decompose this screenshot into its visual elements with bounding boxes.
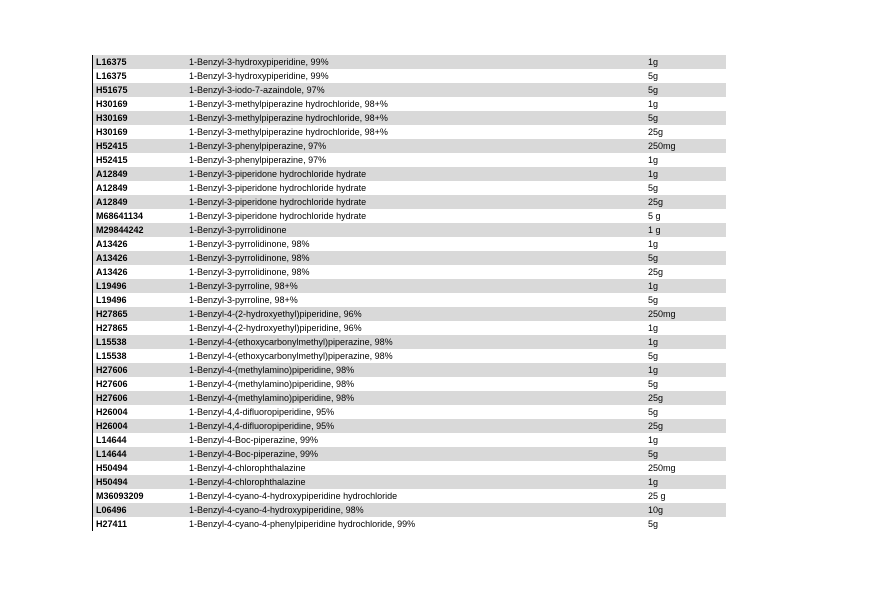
product-name-cell: 1-Benzyl-3-phenylpiperazine, 97% xyxy=(189,141,327,151)
table-row xyxy=(93,83,726,97)
quantity-cell: 1g xyxy=(648,365,659,375)
quantity-cell: 10g xyxy=(648,505,664,515)
table-row xyxy=(93,167,726,181)
quantity-cell: 5g xyxy=(648,71,659,81)
quantity-cell: 5g xyxy=(648,113,659,123)
table-row xyxy=(93,405,726,419)
table-row xyxy=(93,489,726,503)
catalog-code-cell: L14644 xyxy=(96,449,127,459)
product-name-cell: 1-Benzyl-4-cyano-4-phenylpiperidine hydrochloride, 99% xyxy=(189,519,416,529)
catalog-code-cell: H50494 xyxy=(96,477,128,487)
product-name-cell: 1-Benzyl-3-pyrrolidinone, 98% xyxy=(189,239,310,249)
table-row xyxy=(93,377,726,391)
quantity-cell: 5g xyxy=(648,379,659,389)
catalog-code-cell: A13426 xyxy=(96,239,128,249)
catalog-code-cell: L16375 xyxy=(96,71,127,81)
product-name-cell: 1-Benzyl-3-piperidone hydrochloride hydrate xyxy=(189,169,367,179)
product-name-cell: 1-Benzyl-4-chlorophthalazine xyxy=(189,477,306,487)
quantity-cell: 1g xyxy=(648,155,659,165)
product-name-cell: 1-Benzyl-3-pyrroline, 98+% xyxy=(189,295,298,305)
catalog-code-cell: H27606 xyxy=(96,379,128,389)
catalog-code-cell: A13426 xyxy=(96,253,128,263)
product-table xyxy=(92,55,726,531)
product-name-cell: 1-Benzyl-4-(2-hydroxyethyl)piperidine, 96% xyxy=(189,323,362,333)
quantity-cell: 5 g xyxy=(648,211,661,221)
catalog-code-cell: L15538 xyxy=(96,351,127,361)
quantity-cell: 25g xyxy=(648,393,664,403)
catalog-code-cell: H50494 xyxy=(96,463,128,473)
product-name-cell: 1-Benzyl-3-methylpiperazine hydrochloride, 98+% xyxy=(189,113,388,123)
catalog-code-cell: H27411 xyxy=(96,519,128,529)
table-row xyxy=(93,237,726,251)
catalog-code-cell: M68641134 xyxy=(96,211,144,221)
table-row xyxy=(93,139,726,153)
product-name-cell: 1-Benzyl-4,4-difluoropiperidine, 95% xyxy=(189,407,335,417)
product-name-cell: 1-Benzyl-4-(methylamino)piperidine, 98% xyxy=(189,379,355,389)
table-row xyxy=(93,433,726,447)
product-name-cell: 1-Benzyl-4-chlorophthalazine xyxy=(189,463,306,473)
table-row xyxy=(93,265,726,279)
table-row xyxy=(93,363,726,377)
catalog-code-cell: A12849 xyxy=(96,197,128,207)
catalog-code-cell: L19496 xyxy=(96,281,127,291)
product-name-cell: 1-Benzyl-4-Boc-piperazine, 99% xyxy=(189,435,319,445)
table-row xyxy=(93,503,726,517)
product-name-cell: 1-Benzyl-4-Boc-piperazine, 99% xyxy=(189,449,319,459)
table-row xyxy=(93,349,726,363)
quantity-cell: 25g xyxy=(648,197,664,207)
quantity-cell: 5g xyxy=(648,449,659,459)
quantity-cell: 25 g xyxy=(648,491,666,501)
quantity-cell: 1g xyxy=(648,281,659,291)
catalog-code-cell: A13426 xyxy=(96,267,128,277)
table-row xyxy=(93,223,726,237)
catalog-code-cell: A12849 xyxy=(96,169,128,179)
product-name-cell: 1-Benzyl-3-pyrrolidinone, 98% xyxy=(189,253,310,263)
product-name-cell: 1-Benzyl-4-cyano-4-hydroxypiperidine, 98% xyxy=(189,505,364,515)
catalog-code-cell: H51675 xyxy=(96,85,128,95)
table-row xyxy=(93,97,726,111)
quantity-cell: 1g xyxy=(648,477,659,487)
quantity-cell: 1g xyxy=(648,169,659,179)
product-name-cell: 1-Benzyl-3-hydroxypiperidine, 99% xyxy=(189,71,329,81)
quantity-cell: 1g xyxy=(648,323,659,333)
table-row xyxy=(93,335,726,349)
product-name-cell: 1-Benzyl-4,4-difluoropiperidine, 95% xyxy=(189,421,335,431)
table-row xyxy=(93,517,726,531)
product-name-cell: 1-Benzyl-3-piperidone hydrochloride hydrate xyxy=(189,211,367,221)
product-name-cell: 1-Benzyl-3-methylpiperazine hydrochloride, 98+% xyxy=(189,99,388,109)
catalog-code-cell: L16375 xyxy=(96,57,127,67)
table-row xyxy=(93,279,726,293)
catalog-code-cell: H27865 xyxy=(96,309,128,319)
quantity-cell: 1g xyxy=(648,435,659,445)
product-name-cell: 1-Benzyl-3-pyrrolidinone, 98% xyxy=(189,267,310,277)
table-row xyxy=(93,461,726,475)
catalog-code-cell: M36093209 xyxy=(96,491,144,501)
product-name-cell: 1-Benzyl-4-(methylamino)piperidine, 98% xyxy=(189,393,355,403)
catalog-code-cell: H27606 xyxy=(96,393,128,403)
quantity-cell: 5g xyxy=(648,85,659,95)
quantity-cell: 1g xyxy=(648,337,659,347)
table-row xyxy=(93,321,726,335)
table-row xyxy=(93,55,726,69)
quantity-cell: 5g xyxy=(648,351,659,361)
quantity-cell: 5g xyxy=(648,183,659,193)
quantity-cell: 5g xyxy=(648,295,659,305)
catalog-code-cell: A12849 xyxy=(96,183,128,193)
catalog-code-cell: L19496 xyxy=(96,295,127,305)
quantity-cell: 1g xyxy=(648,239,659,249)
quantity-cell: 250mg xyxy=(648,309,676,319)
catalog-code-cell: H26004 xyxy=(96,407,128,417)
quantity-cell: 25g xyxy=(648,421,664,431)
product-name-cell: 1-Benzyl-3-methylpiperazine hydrochloride, 98+% xyxy=(189,127,388,137)
catalog-code-cell: H30169 xyxy=(96,127,128,137)
catalog-code-cell: H26004 xyxy=(96,421,128,431)
product-name-cell: 1-Benzyl-3-hydroxypiperidine, 99% xyxy=(189,57,329,67)
catalog-code-cell: L15538 xyxy=(96,337,127,347)
quantity-cell: 1g xyxy=(648,99,659,109)
table-row xyxy=(93,475,726,489)
quantity-cell: 250mg xyxy=(648,141,676,151)
table-row xyxy=(93,447,726,461)
catalog-code-cell: H30169 xyxy=(96,99,128,109)
table-row xyxy=(93,181,726,195)
product-name-cell: 1-Benzyl-3-phenylpiperazine, 97% xyxy=(189,155,327,165)
product-name-cell: 1-Benzyl-3-iodo-7-azaindole, 97% xyxy=(189,85,325,95)
product-name-cell: 1-Benzyl-3-pyrroline, 98+% xyxy=(189,281,298,291)
catalog-code-cell: H27865 xyxy=(96,323,128,333)
quantity-cell: 25g xyxy=(648,267,664,277)
quantity-cell: 5g xyxy=(648,253,659,263)
catalog-code-cell: L06496 xyxy=(96,505,127,515)
quantity-cell: 5g xyxy=(648,519,659,529)
quantity-cell: 1g xyxy=(648,57,659,67)
table-row xyxy=(93,419,726,433)
product-name-cell: 1-Benzyl-3-pyrrolidinone xyxy=(189,225,287,235)
table-row xyxy=(93,391,726,405)
table-row xyxy=(93,293,726,307)
quantity-cell: 1 g xyxy=(648,225,661,235)
product-name-cell: 1-Benzyl-4-(methylamino)piperidine, 98% xyxy=(189,365,355,375)
catalog-code-cell: L14644 xyxy=(96,435,127,445)
table-row xyxy=(93,195,726,209)
table-row xyxy=(93,251,726,265)
product-name-cell: 1-Benzyl-4-(ethoxycarbonylmethyl)piperazine, 98% xyxy=(189,337,393,347)
product-name-cell: 1-Benzyl-4-cyano-4-hydroxypiperidine hydrochloride xyxy=(189,491,398,501)
product-name-cell: 1-Benzyl-3-piperidone hydrochloride hydrate xyxy=(189,183,367,193)
table-row xyxy=(93,111,726,125)
product-name-cell: 1-Benzyl-3-piperidone hydrochloride hydrate xyxy=(189,197,367,207)
table-row xyxy=(93,153,726,167)
table-row xyxy=(93,307,726,321)
quantity-cell: 25g xyxy=(648,127,664,137)
catalog-code-cell: H52415 xyxy=(96,141,128,151)
catalog-code-cell: H30169 xyxy=(96,113,128,123)
quantity-cell: 250mg xyxy=(648,463,676,473)
table-row xyxy=(93,69,726,83)
catalog-code-cell: M29844242 xyxy=(96,225,144,235)
table-row xyxy=(93,125,726,139)
product-name-cell: 1-Benzyl-4-(ethoxycarbonylmethyl)piperazine, 98% xyxy=(189,351,393,361)
catalog-code-cell: H27606 xyxy=(96,365,128,375)
table-row xyxy=(93,209,726,223)
catalog-code-cell: H52415 xyxy=(96,155,128,165)
quantity-cell: 5g xyxy=(648,407,659,417)
product-name-cell: 1-Benzyl-4-(2-hydroxyethyl)piperidine, 96% xyxy=(189,309,362,319)
